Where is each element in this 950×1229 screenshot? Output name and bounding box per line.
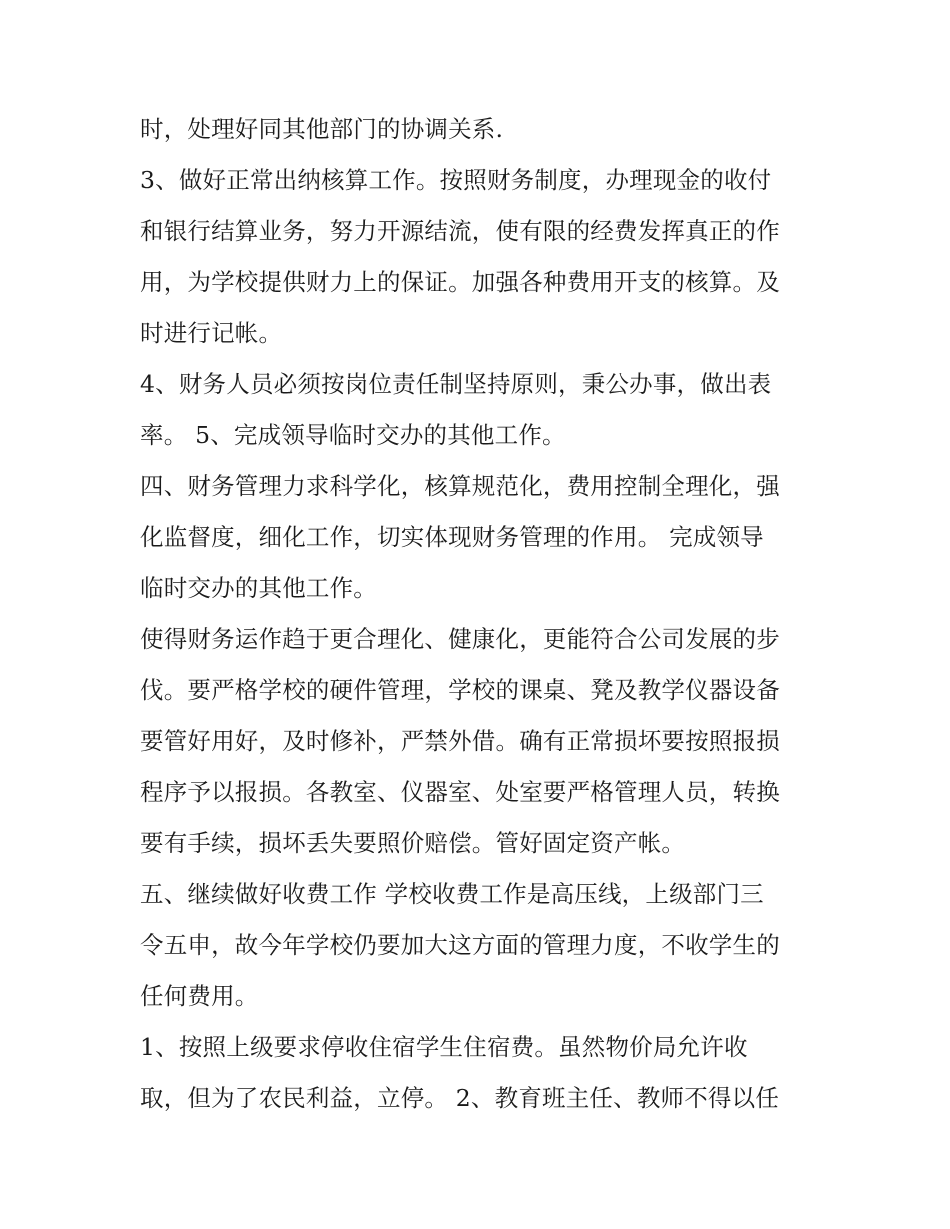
text-line: 临时交办的其他工作。 xyxy=(140,574,377,602)
text-line: 取，但为了农民利益，立停。 2、教育班主任、教师不得以任 xyxy=(140,1084,780,1112)
text-line: 1、按照上级要求停收住宿学生住宿费。虽然物价局允许收 xyxy=(140,1033,748,1061)
text-line: 率。 5、完成领导临时交办的其他工作。 xyxy=(140,421,566,449)
text-line: 五、继续做好收费工作 学校收费工作是高压线，上级部门三 xyxy=(140,880,764,908)
text-line: 4、财务人员必须按岗位责任制坚持原则，秉公办事，做出表 xyxy=(140,370,772,398)
text-line: 四、财务管理力求科学化，核算规范化，费用控制全理化，强 xyxy=(140,472,780,500)
text-line: 要管好用好，及时修补，严禁外借。确有正常损坏要按照报损 xyxy=(140,727,780,755)
text-line: 用，为学校提供财力上的保证。加强各种费用开支的核算。及 xyxy=(140,268,780,296)
text-line: 任何费用。 xyxy=(140,982,259,1010)
text-line: 使得财务运作趋于更合理化、健康化，更能符合公司发展的步 xyxy=(140,625,780,653)
text-line: 化监督度，细化工作，切实体现财务管理的作用。 完成领导 xyxy=(140,523,764,551)
text-line: 令五申，故今年学校仍要加大这方面的管理力度，不收学生的 xyxy=(140,931,780,959)
text-line: 程序予以报损。各教室、仪器室、处室要严格管理人员，转换 xyxy=(140,778,780,806)
text-line: 伐。要严格学校的硬件管理，学校的课桌、凳及教学仪器设备 xyxy=(140,676,780,704)
text-line: 要有手续，损坏丢失要照价赔偿。管好固定资产帐。 xyxy=(140,829,686,857)
text-line: 时进行记帐。 xyxy=(140,319,283,347)
text-line: 3、做好正常出纳核算工作。按照财务制度，办理现金的收付 xyxy=(140,166,772,194)
document-body xyxy=(140,108,820,1128)
text-line: 和银行结算业务，努力开源结流，使有限的经费发挥真正的作 xyxy=(140,217,780,245)
text-line: 时，处理好同其他部门的协调关系. xyxy=(140,115,504,143)
